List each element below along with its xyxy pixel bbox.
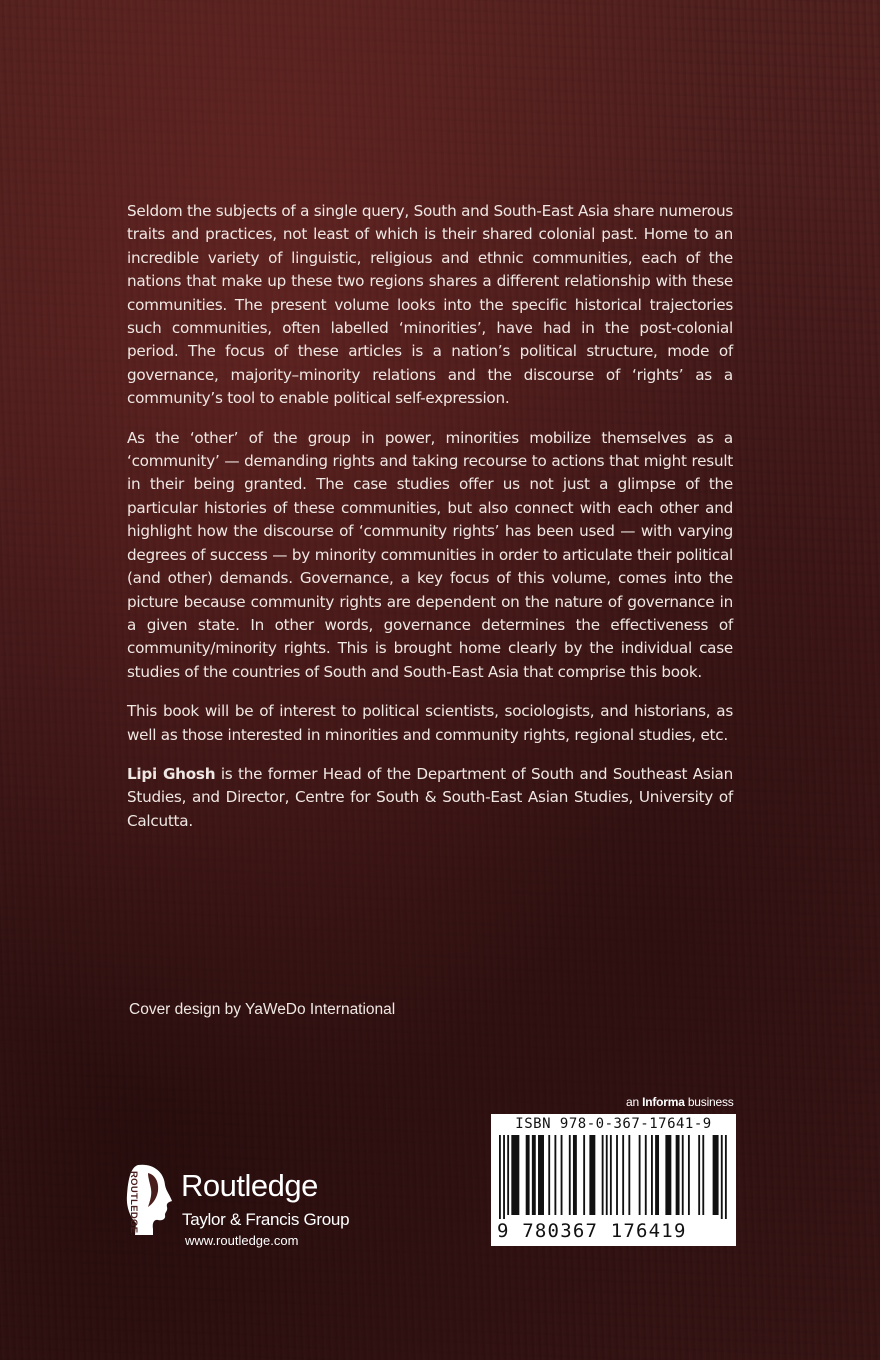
author-bio <box>127 763 733 833</box>
barcode-bar <box>645 1135 647 1215</box>
barcode-bar <box>655 1135 659 1215</box>
barcode-bar <box>503 1135 505 1219</box>
barcode-bar <box>702 1135 704 1215</box>
author-name: Lipi Ghosh <box>127 764 216 783</box>
barcode-bar <box>573 1135 577 1215</box>
barcode-bar <box>616 1135 618 1215</box>
cover-design-credit: Cover design by YaWeDo International <box>129 1001 396 1018</box>
barcode-bar <box>526 1135 530 1215</box>
barcode-bar <box>628 1135 630 1215</box>
barcode-bar <box>499 1135 501 1219</box>
informa-brand: Informa <box>642 1095 685 1109</box>
blurb-paragraph-3: This book will be of interest to political scientists, sociologists, and historians, as well as those interested in minorities and community rights, regional studies, etc. <box>127 702 733 744</box>
barcode-bar <box>538 1135 544 1215</box>
informa-tagline <box>626 1095 734 1109</box>
barcode-bar <box>507 1135 509 1215</box>
barcode-bar <box>622 1135 624 1215</box>
barcode-bar <box>561 1135 563 1215</box>
barcode-digits: 9 780367 176419 <box>497 1220 687 1242</box>
barcode-bar <box>589 1135 595 1215</box>
barcode-bar <box>688 1135 690 1215</box>
blurb <box>127 200 733 849</box>
barcode-bar <box>682 1135 684 1215</box>
author-bio-text: is the former Head of the Department of South and Southeast Asian Studies, and Director, Centre for South & South-East Asian Studies, University of Calcutta. <box>127 764 733 830</box>
barcode-bar <box>713 1135 719 1215</box>
barcode-bar <box>610 1135 612 1215</box>
publisher-name: Routledge <box>181 1168 318 1203</box>
barcode-bar <box>548 1135 550 1215</box>
publisher-url: www.routledge.com <box>185 1233 299 1248</box>
barcode-bar <box>651 1135 653 1215</box>
routledge-logo-text: ROUTLEDGE <box>128 1171 139 1234</box>
barcode-bar <box>725 1135 727 1219</box>
barcode-bar <box>554 1135 556 1215</box>
barcode-bar <box>665 1135 671 1215</box>
barcode-bar <box>602 1135 604 1215</box>
barcode-bar <box>583 1135 585 1215</box>
barcode-bar <box>676 1135 680 1215</box>
barcode-bar <box>532 1135 536 1215</box>
barcode-bars <box>499 1135 727 1219</box>
isbn-label: ISBN 978-0-367-17641-9 <box>515 1116 712 1132</box>
barcode-bar <box>721 1135 723 1219</box>
publisher-group: Taylor & Francis Group <box>182 1210 350 1229</box>
barcode-bar <box>569 1135 571 1215</box>
barcode-bar <box>606 1135 608 1215</box>
routledge-logo <box>118 1163 174 1242</box>
barcode-bar <box>511 1135 519 1215</box>
blurb-paragraph-1: Seldom the subjects of a single query, South and South-East Asia share numerous traits and practices, not least of which is their shared colonial past. Home to an incredible variety of linguistic, religious and ethnic communities, each of the nations that make up these two regions shares a different relationship with these communities. The present volume looks into the specific historical trajectories such communities, often labelled ‘minorities’, have had in the post-colonial period. The focus of these articles is a nation’s political structure, mode of governance, majority–minority relations and the discourse of ‘rights’ as a community’s tool to enable political self-expression. <box>127 202 733 408</box>
barcode-bar <box>698 1135 700 1215</box>
blurb-paragraph-2: As the ‘other’ of the group in power, minorities mobilize themselves as a ‘community’ — demanding rights and taking recourse to actions that might result in their being granted. The case studies offer us not just a glimpse of the particular histories of these communities, but also connect with each other and highlight how the discourse of ‘community rights’ has been used — with varying degrees of success — by minority communities in order to articulate their political (and other) demands. Governance, a key focus of this volume, comes into the picture because community rights are dependent on the nature of governance in a given state. In other words, governance determines the effectiveness of community/minority rights. This is brought home clearly by the individual case studies of the countries of South and South-East Asia that comprise this book. <box>127 428 733 681</box>
informa-prefix: an <box>626 1095 643 1109</box>
routledge-logo-icon <box>118 1163 174 1237</box>
isbn-barcode <box>491 1114 736 1246</box>
barcode-bar <box>639 1135 641 1215</box>
informa-suffix: business <box>684 1095 734 1109</box>
